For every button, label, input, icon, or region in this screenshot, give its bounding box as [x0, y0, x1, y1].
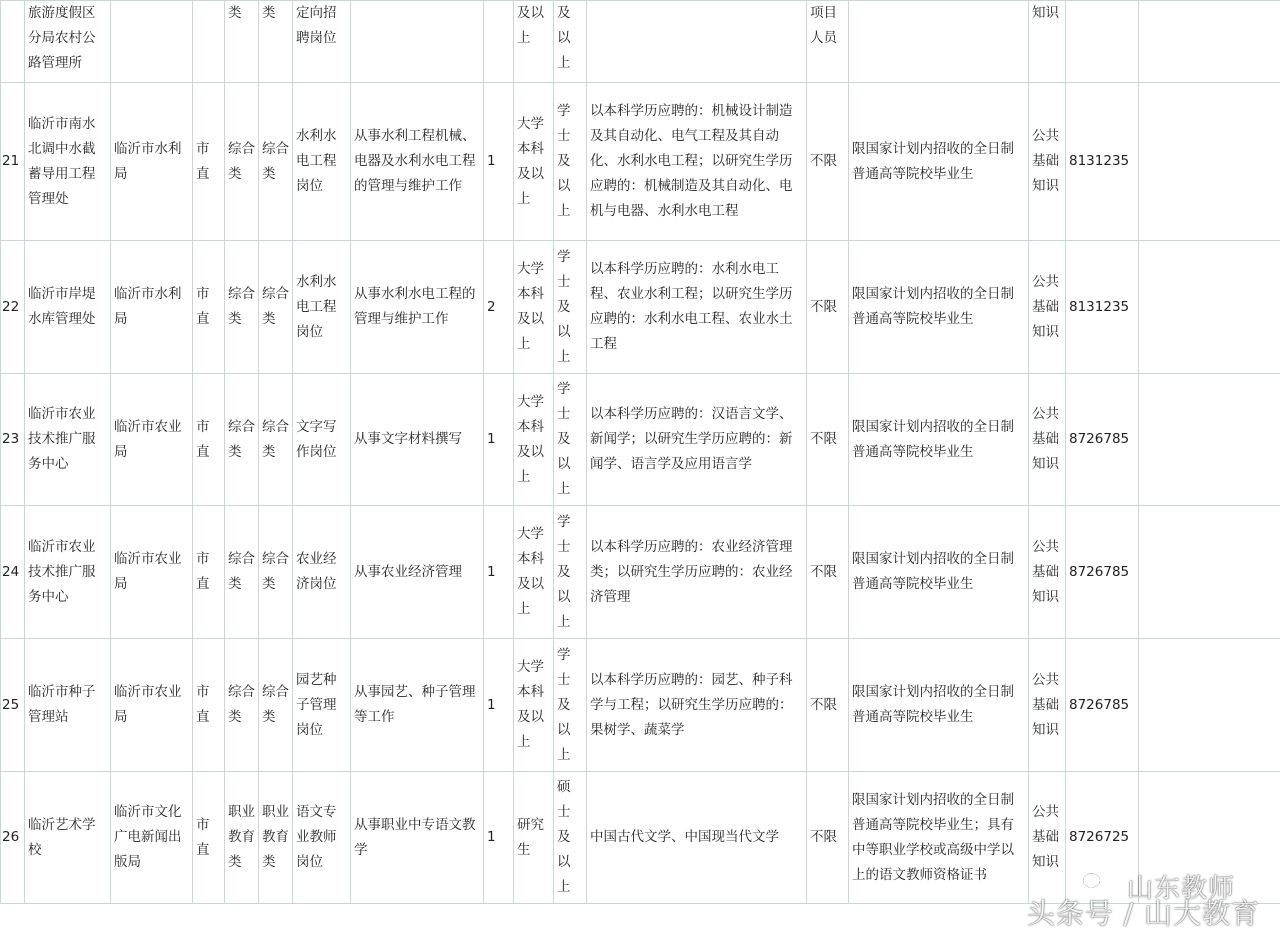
cell-count: 1: [484, 772, 514, 904]
cell-cat1: 综合类: [225, 374, 259, 506]
cell-no: 25: [1, 639, 25, 772]
cell-target: 不限: [807, 374, 849, 506]
cell-count: 1: [484, 639, 514, 772]
cell-level: 市直: [193, 83, 225, 241]
cell-phone: 8131235: [1066, 83, 1139, 241]
cell-count: 2: [484, 241, 514, 374]
cell-unit: 临沂市种子管理站: [25, 639, 111, 772]
cell-target: 项目人员: [807, 1, 849, 83]
cell-target: 不限: [807, 772, 849, 904]
cell-post: 文字写作岗位: [293, 374, 351, 506]
table-row: [1, 374, 1280, 506]
cell-no: 26: [1, 772, 25, 904]
cell-no: 23: [1, 374, 25, 506]
cell-degree: 学士及以上: [554, 506, 587, 639]
cell-major: 以本科学历应聘的：园艺、种子科学与工程；以研究生学历应聘的：果树学、蔬菜学: [587, 639, 807, 772]
cell-desc: 从事职业中专语文教学: [351, 772, 484, 904]
cell-unit: 临沂市岸堤水库管理处: [25, 241, 111, 374]
table-row: [1, 241, 1280, 374]
cell-degree: 学士及以上: [554, 241, 587, 374]
cell-count: 1: [484, 83, 514, 241]
cell-remark: [1139, 241, 1280, 374]
table-row: [1, 772, 1280, 904]
cell-dept: 临沂市农业局: [111, 506, 193, 639]
cell-level: [193, 1, 225, 83]
cell-unit: 临沂市南水北调中水截蓄导用工程管理处: [25, 83, 111, 241]
cell-exam: 公共基础知识: [1029, 506, 1066, 639]
cell-other: [849, 1, 1029, 83]
cell-post: 水利水电工程岗位: [293, 83, 351, 241]
cell-desc: 从事农业经济管理: [351, 506, 484, 639]
cell-level: 市直: [193, 639, 225, 772]
cell-remark: [1139, 772, 1280, 904]
cell-level: 市直: [193, 772, 225, 904]
cell-edu: 大学本科及以上: [514, 639, 554, 772]
cell-count: [484, 1, 514, 83]
cell-post: 语文专业教师岗位: [293, 772, 351, 904]
cell-no: 22: [1, 241, 25, 374]
cell-exam: 公共基础知识: [1029, 374, 1066, 506]
table-row: [1, 506, 1280, 639]
cell-degree: 学士及以上: [554, 639, 587, 772]
cell-edu: 大学本科及以上: [514, 83, 554, 241]
cell-unit: 旅游度假区分局农村公路管理所: [25, 1, 111, 83]
cell-degree: 硕士及以上: [554, 772, 587, 904]
cell-cat2: 综合类: [259, 374, 293, 506]
cell-no: [1, 1, 25, 83]
cell-other: 限国家计划内招收的全日制普通高等院校毕业生: [849, 506, 1029, 639]
cell-exam: 公共基础知识: [1029, 639, 1066, 772]
cell-post: 定向招聘岗位: [293, 1, 351, 83]
cell-dept: 临沂市农业局: [111, 374, 193, 506]
cell-major: 以本科学历应聘的：水利水电工程、农业水利工程；以研究生学历应聘的：水利水电工程、农业水土工程: [587, 241, 807, 374]
cell-level: 市直: [193, 374, 225, 506]
cell-phone: [1066, 1, 1139, 83]
cell-cat2: 类: [259, 1, 293, 83]
cell-exam: 公共基础知识: [1029, 241, 1066, 374]
cell-other: 限国家计划内招收的全日制普通高等院校毕业生；具有中等职业学校或高级中学以上的语文教师资格证书: [849, 772, 1029, 904]
cell-exam: 知识: [1029, 1, 1066, 83]
cell-other: 限国家计划内招收的全日制普通高等院校毕业生: [849, 241, 1029, 374]
cell-no: 21: [1, 83, 25, 241]
cell-dept: 临沂市文化广电新闻出版局: [111, 772, 193, 904]
cell-level: 市直: [193, 241, 225, 374]
cell-dept: 临沂市水利局: [111, 83, 193, 241]
cell-unit: 临沂市农业技术推广服务中心: [25, 506, 111, 639]
cell-target: 不限: [807, 241, 849, 374]
watermark-line1: 山东教师: [1126, 874, 1235, 904]
cell-other: 限国家计划内招收的全日制普通高等院校毕业生: [849, 374, 1029, 506]
cell-phone: 8726785: [1066, 639, 1139, 772]
cell-cat2: 职业教育类: [259, 772, 293, 904]
cell-major: 中国古代文学、中国现当代文学: [587, 772, 807, 904]
cell-edu: 大学本科及以上: [514, 241, 554, 374]
cell-phone: 8726725: [1066, 772, 1139, 904]
cell-target: 不限: [807, 83, 849, 241]
cell-post: 园艺种子管理岗位: [293, 639, 351, 772]
cell-desc: [351, 1, 484, 83]
cell-remark: [1139, 374, 1280, 506]
cell-count: 1: [484, 506, 514, 639]
watermark-line2: 头条号 / 山大教育: [1026, 897, 1260, 930]
cell-unit: 临沂艺术学校: [25, 772, 111, 904]
cell-edu: 大学本科及以上: [514, 374, 554, 506]
cell-phone: 8726785: [1066, 506, 1139, 639]
cell-exam: 公共基础知识: [1029, 772, 1066, 904]
cell-cat1: 综合类: [225, 83, 259, 241]
cell-cat1: 综合类: [225, 241, 259, 374]
table-row: [1, 639, 1280, 772]
cell-post: 农业经济岗位: [293, 506, 351, 639]
cell-phone: 8131235: [1066, 241, 1139, 374]
cell-phone: 8726785: [1066, 374, 1139, 506]
cell-cat2: 综合类: [259, 639, 293, 772]
table-row: [1, 1, 1280, 83]
cell-exam: 公共基础知识: [1029, 83, 1066, 241]
cell-no: 24: [1, 506, 25, 639]
cell-cat2: 综合类: [259, 506, 293, 639]
cell-desc: 从事园艺、种子管理等工作: [351, 639, 484, 772]
cell-major: 以本科学历应聘的：农业经济管理类；以研究生学历应聘的：农业经济管理: [587, 506, 807, 639]
cell-degree: 及以上: [554, 1, 587, 83]
cell-cat2: 综合类: [259, 241, 293, 374]
cell-major: 以本科学历应聘的：机械设计制造及其自动化、电气工程及其自动化、水利水电工程；以研究生学历应聘的：机械制造及其自动化、电机与电器、水利水电工程: [587, 83, 807, 241]
cell-edu: 研究生: [514, 772, 554, 904]
cell-remark: [1139, 639, 1280, 772]
cell-desc: 从事水利工程机械、电器及水利水电工程的管理与维护工作: [351, 83, 484, 241]
cell-dept: 临沂市农业局: [111, 639, 193, 772]
cell-cat1: 综合类: [225, 639, 259, 772]
cell-unit: 临沂市农业技术推广服务中心: [25, 374, 111, 506]
cell-target: 不限: [807, 506, 849, 639]
cell-remark: [1139, 1, 1280, 83]
cell-cat1: 职业教育类: [225, 772, 259, 904]
cell-degree: 学士及以上: [554, 374, 587, 506]
cell-cat1: 综合类: [225, 506, 259, 639]
cell-other: 限国家计划内招收的全日制普通高等院校毕业生: [849, 639, 1029, 772]
cell-cat1: 类: [225, 1, 259, 83]
cell-count: 1: [484, 374, 514, 506]
table-row: [1, 83, 1280, 241]
cell-dept: 临沂市水利局: [111, 241, 193, 374]
cell-degree: 学士及以上: [554, 83, 587, 241]
cell-other: 限国家计划内招收的全日制普通高等院校毕业生: [849, 83, 1029, 241]
cell-remark: [1139, 506, 1280, 639]
cell-desc: 从事文字材料撰写: [351, 374, 484, 506]
cell-target: 不限: [807, 639, 849, 772]
cell-edu: 及以上: [514, 1, 554, 83]
cell-edu: 大学本科及以上: [514, 506, 554, 639]
cell-dept: [111, 1, 193, 83]
cell-level: 市直: [193, 506, 225, 639]
cell-desc: 从事水利水电工程的管理与维护工作: [351, 241, 484, 374]
cell-cat2: 综合类: [259, 83, 293, 241]
cell-post: 水利水电工程岗位: [293, 241, 351, 374]
cell-major: [587, 1, 807, 83]
cell-major: 以本科学历应聘的：汉语言文学、新闻学；以研究生学历应聘的：新闻学、语言学及应用语言学: [587, 374, 807, 506]
cell-remark: [1139, 83, 1280, 241]
